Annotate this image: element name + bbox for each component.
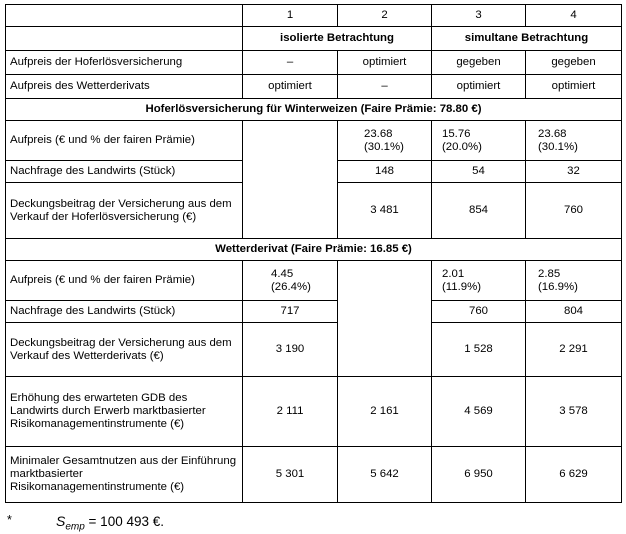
cell: optimiert (243, 75, 338, 99)
row-label: Aufpreis (€ und % der fairen Prämie) (6, 121, 243, 161)
row-label: Minimaler Gesamtnutzen aus der Einführung marktbasierter Risikomanagementinstrumente (€) (6, 447, 243, 503)
cell: optimiert (526, 75, 622, 99)
cell: optimiert (432, 75, 526, 99)
corner-cell (6, 5, 243, 27)
cell: 6 950 (432, 447, 526, 503)
cell: 32 (526, 161, 622, 183)
row-label: Nachfrage des Landwirts (Stück) (6, 161, 243, 183)
cell: 760 (432, 301, 526, 323)
section-header-insurance (6, 99, 622, 121)
formula-subscript: emp (65, 521, 85, 533)
cell: 5 301 (243, 447, 338, 503)
row-label: Aufpreis des Wetterderivats (6, 75, 243, 99)
table-row (6, 261, 622, 301)
header-row-numbers (6, 5, 622, 27)
column-header-1: 1 (243, 5, 338, 27)
row-label: Deckungsbeitrag der Versicherung aus dem Verkauf des Wetterderivats (€) (6, 323, 243, 377)
cell: 23.68 (30.1%) (526, 121, 622, 161)
table-row (6, 377, 622, 447)
cell: 717 (243, 301, 338, 323)
cell: 1 528 (432, 323, 526, 377)
table-row (6, 51, 622, 75)
header-row-groups (6, 27, 622, 51)
cell: 54 (432, 161, 526, 183)
cell: 4.45 (26.4%) (243, 261, 338, 301)
cell: 5 642 (338, 447, 432, 503)
cell: 148 (338, 161, 432, 183)
column-header-4: 4 (526, 5, 622, 27)
table-row (6, 75, 622, 99)
footnote-formula (56, 513, 164, 533)
cell: 2 291 (526, 323, 622, 377)
cell: 2.01 (11.9%) (432, 261, 526, 301)
group-header-isolated: isolierte Betrachtung (243, 27, 432, 51)
row-label: Aufpreis der Hoferlösversicherung (6, 51, 243, 75)
cell: gegeben (432, 51, 526, 75)
section-header-derivative (6, 239, 622, 261)
cell: 15.76 (20.0%) (432, 121, 526, 161)
empty-merged-cell (243, 121, 338, 239)
table-row (6, 323, 622, 377)
footnote-marker: * (7, 513, 12, 527)
table-row (6, 121, 622, 161)
formula-value: = 100 493 €. (84, 514, 164, 529)
group-corner-cell (6, 27, 243, 51)
row-label: Erhöhung des erwarteten GDB des Landwirts durch Erwerb marktbasierter Risikomanagementinstrumente (€) (6, 377, 243, 447)
column-header-2: 2 (338, 5, 432, 27)
empty-merged-cell (338, 261, 432, 377)
cell: 6 629 (526, 447, 622, 503)
cell: optimiert (338, 51, 432, 75)
section-title: Hoferlösversicherung für Winterweizen (Faire Prämie: 78.80 €) (6, 99, 622, 121)
cell: 2.85 (16.9%) (526, 261, 622, 301)
cell: 854 (432, 183, 526, 239)
formula-symbol: S (56, 513, 66, 529)
section-title: Wetterderivat (Faire Prämie: 16.85 €) (6, 239, 622, 261)
cell: 3 578 (526, 377, 622, 447)
group-header-simultaneous: simultane Betrachtung (432, 27, 622, 51)
table-row (6, 447, 622, 503)
cell: 3 190 (243, 323, 338, 377)
row-label: Nachfrage des Landwirts (Stück) (6, 301, 243, 323)
cell: 2 111 (243, 377, 338, 447)
results-table (5, 4, 622, 503)
row-label: Deckungsbeitrag der Versicherung aus dem Verkauf der Hoferlösversicherung (€) (6, 183, 243, 239)
table-row (6, 301, 622, 323)
cell: 2 161 (338, 377, 432, 447)
row-label: Aufpreis (€ und % der fairen Prämie) (6, 261, 243, 301)
cell: 760 (526, 183, 622, 239)
cell: – (338, 75, 432, 99)
cell: 3 481 (338, 183, 432, 239)
cell: – (243, 51, 338, 75)
cell: gegeben (526, 51, 622, 75)
cell: 23.68 (30.1%) (338, 121, 432, 161)
column-header-3: 3 (432, 5, 526, 27)
cell: 804 (526, 301, 622, 323)
cell: 4 569 (432, 377, 526, 447)
